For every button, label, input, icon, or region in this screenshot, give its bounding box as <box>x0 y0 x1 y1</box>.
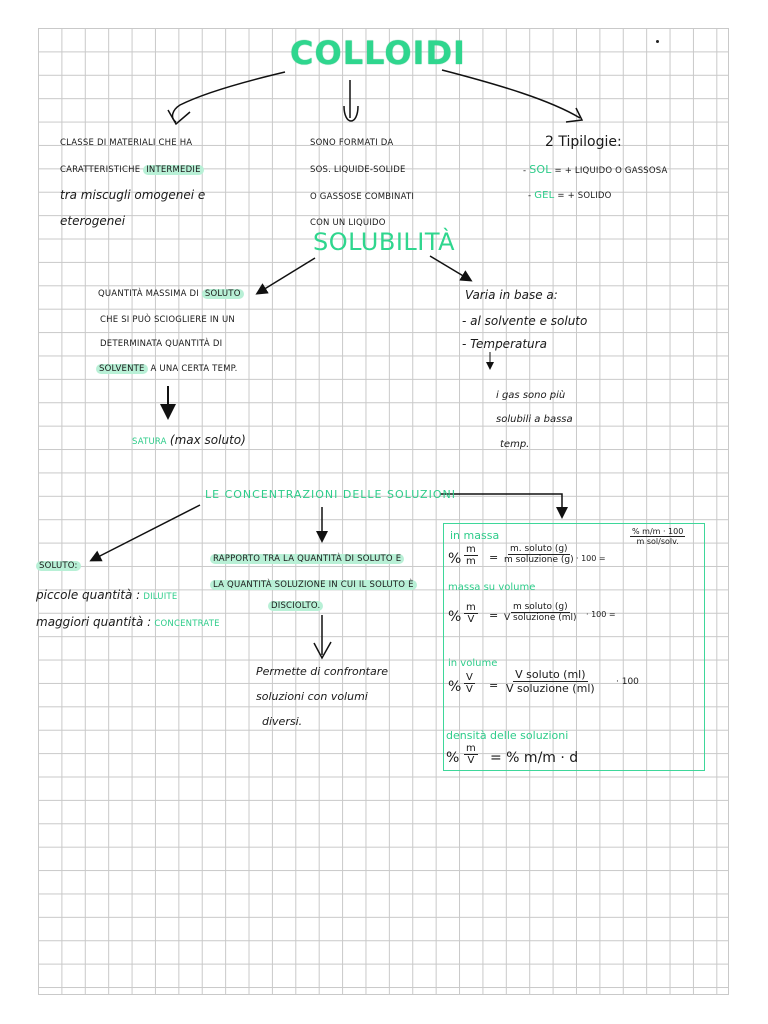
mv-equals: = <box>489 609 499 622</box>
tipologia-dash: - <box>523 166 527 176</box>
mv-numerator: m <box>466 602 476 613</box>
solubilita-def-text: QUANTITÀ MASSIMA DI <box>98 289 199 299</box>
tipologie-title: 2 Tipilogie: <box>545 134 622 150</box>
colloidi-definition-line4: eterogenei <box>60 214 126 228</box>
mm-tail: · 100 = <box>576 554 606 563</box>
mv-percent: % <box>448 609 462 625</box>
solubilita-def-line4 <box>96 364 238 374</box>
sol-text: = + LIQUIDO O GASSOSA <box>554 166 668 176</box>
highlight-solvente: SOLVENTE <box>96 364 148 374</box>
arrow-conc-right <box>440 494 562 516</box>
label-in-massa: in massa <box>450 529 500 542</box>
mm-rhs-denominator: m soluzione (g) <box>504 555 574 565</box>
arrow-colloidi-mid-head <box>344 106 358 121</box>
mv-rhs-numerator: m soluto (g) <box>512 602 568 612</box>
concentrate-label: CONCENTRATE <box>154 619 220 629</box>
rapporto-text: RAPPORTO TRA LA QUANTITÀ DI SOLUTO E <box>210 554 404 564</box>
label-massa-su-volume: massa su volume <box>448 582 536 593</box>
solubilita-def-text: A UNA CERTA TEMP. <box>150 364 238 374</box>
solubilita-def-line3: DETERMINATA QUANTITÀ DI <box>100 339 223 349</box>
colloidi-formati-line3: O GASSOSE COMBINATI <box>310 192 415 202</box>
highlight-intermedie: INTERMEDIE <box>143 165 203 175</box>
colloidi-formati-line4: CON UN LIQUIDO <box>310 218 386 228</box>
vv-fraction <box>464 672 475 695</box>
vv-denominator: V <box>466 684 473 695</box>
soluto-label: SOLUTO: <box>36 561 81 571</box>
arrow-conc-left <box>92 505 200 560</box>
mv-tail: · 100 = <box>586 610 616 619</box>
colloidi-definition-line2 <box>60 165 204 175</box>
vv-rhs-fraction <box>504 668 597 695</box>
colloidi-formati-line1: SONO FORMATI DA <box>310 138 394 148</box>
vv-rhs-numerator: V soluto (ml) <box>515 668 586 681</box>
piccole-line <box>36 588 177 603</box>
mv-rhs-fraction <box>502 602 579 623</box>
mm-percent: % <box>448 551 462 567</box>
concentrazioni-title: LE CONCENTRAZIONI DELLE SOLUZIONI <box>205 488 456 501</box>
solubilita-title: SOLUBILITÀ <box>313 228 456 256</box>
vv-tail: · 100 <box>616 677 639 687</box>
colloidi-definition-line3: tra miscugli omogenei e <box>60 188 206 202</box>
arrow-solubilita-right <box>430 256 470 280</box>
permette-line1: Permette di confrontare <box>256 665 389 678</box>
d-percent: % <box>446 750 460 766</box>
maggiori-line <box>36 615 220 630</box>
label-in-volume: in volume <box>448 658 498 669</box>
mm-side-fraction <box>630 527 685 546</box>
d-rhs: = % m/m · d <box>490 750 579 766</box>
vv-percent: % <box>448 679 462 695</box>
varia-line2: - al solvente e soluto <box>462 314 588 328</box>
permette-line2: soluzioni con volumi <box>256 690 368 703</box>
colloidi-formati-line2: SOS. LIQUIDE-SOLIDE <box>310 165 406 175</box>
arrow-to-permette <box>314 615 331 658</box>
satura-label: SATURA <box>132 437 167 447</box>
gas-line2: solubili a bassa <box>496 414 573 425</box>
tipologia-sol <box>523 163 668 176</box>
page-title: COLLOIDI <box>290 34 466 72</box>
maggiori-text: maggiori quantità : <box>36 615 152 629</box>
diluite-label: DILUITE <box>143 592 178 602</box>
varia-line3: - Temperatura <box>462 337 547 351</box>
rapporto-text: DISCIOLTO. <box>268 601 323 611</box>
permette-line3: diversi. <box>262 715 303 728</box>
mm-side-denominator: m sol/solv. <box>636 537 679 546</box>
vv-equals: = <box>489 679 499 692</box>
rapporto-line2 <box>210 580 417 590</box>
rapporto-text: LA QUANTITÀ SOLUZIONE IN CUI IL SOLUTO È <box>210 580 417 590</box>
highlight-soluto: SOLUTO <box>202 289 244 299</box>
arrow-solubilita-left <box>258 258 315 293</box>
arrow-colloidi-left <box>173 72 285 122</box>
mm-numerator: m <box>466 544 476 555</box>
d-numerator: m <box>466 743 476 754</box>
colloidi-definition-line1: CLASSE DI MATERIALI CHE HA <box>60 138 193 148</box>
rapporto-line3 <box>268 601 323 611</box>
satura-line <box>132 433 246 448</box>
mm-fraction <box>464 544 478 567</box>
label-densita: densità delle soluzioni <box>446 729 569 742</box>
mv-fraction <box>464 602 478 625</box>
mm-side-numerator: % m/m · 100 <box>632 527 684 536</box>
vv-numerator: V <box>466 672 473 683</box>
d-denominator: V <box>467 755 475 766</box>
formula-box <box>443 523 705 771</box>
arrow-colloidi-left-head <box>168 110 190 124</box>
mm-equals: = <box>489 551 499 564</box>
gas-line3: temp. <box>500 439 530 450</box>
vv-rhs-denominator: V soluzione (ml) <box>506 682 595 695</box>
solubilita-def-line1 <box>98 289 244 299</box>
gel-text: = + SOLIDO <box>557 191 612 201</box>
colloidi-def-text: CARATTERISTICHE <box>60 165 141 175</box>
tipologia-dash: - <box>528 191 532 201</box>
mm-denominator: m <box>466 556 476 567</box>
mm-rhs-fraction <box>502 544 576 565</box>
mv-denominator: V <box>467 614 475 625</box>
piccole-text: piccole quantità : <box>36 588 141 602</box>
gel-label: GEL <box>534 190 555 201</box>
mm-rhs-numerator: m. soluto (g) <box>510 544 568 554</box>
d-fraction <box>464 743 478 766</box>
mv-rhs-denominator: V soluzione (ml) <box>504 613 577 623</box>
satura-note: (max soluto) <box>169 433 246 447</box>
rapporto-line1 <box>210 554 404 564</box>
solubilita-def-line2: CHE SI PUÒ SCIOGLIERE IN UN <box>100 315 235 325</box>
sol-label: SOL <box>529 163 552 176</box>
gas-line1: i gas sono più <box>496 390 566 401</box>
ink-dot <box>656 40 659 43</box>
arrow-colloidi-right <box>442 70 580 118</box>
tipologia-gel <box>528 190 612 202</box>
varia-line1: Varia in base a: <box>465 288 558 302</box>
